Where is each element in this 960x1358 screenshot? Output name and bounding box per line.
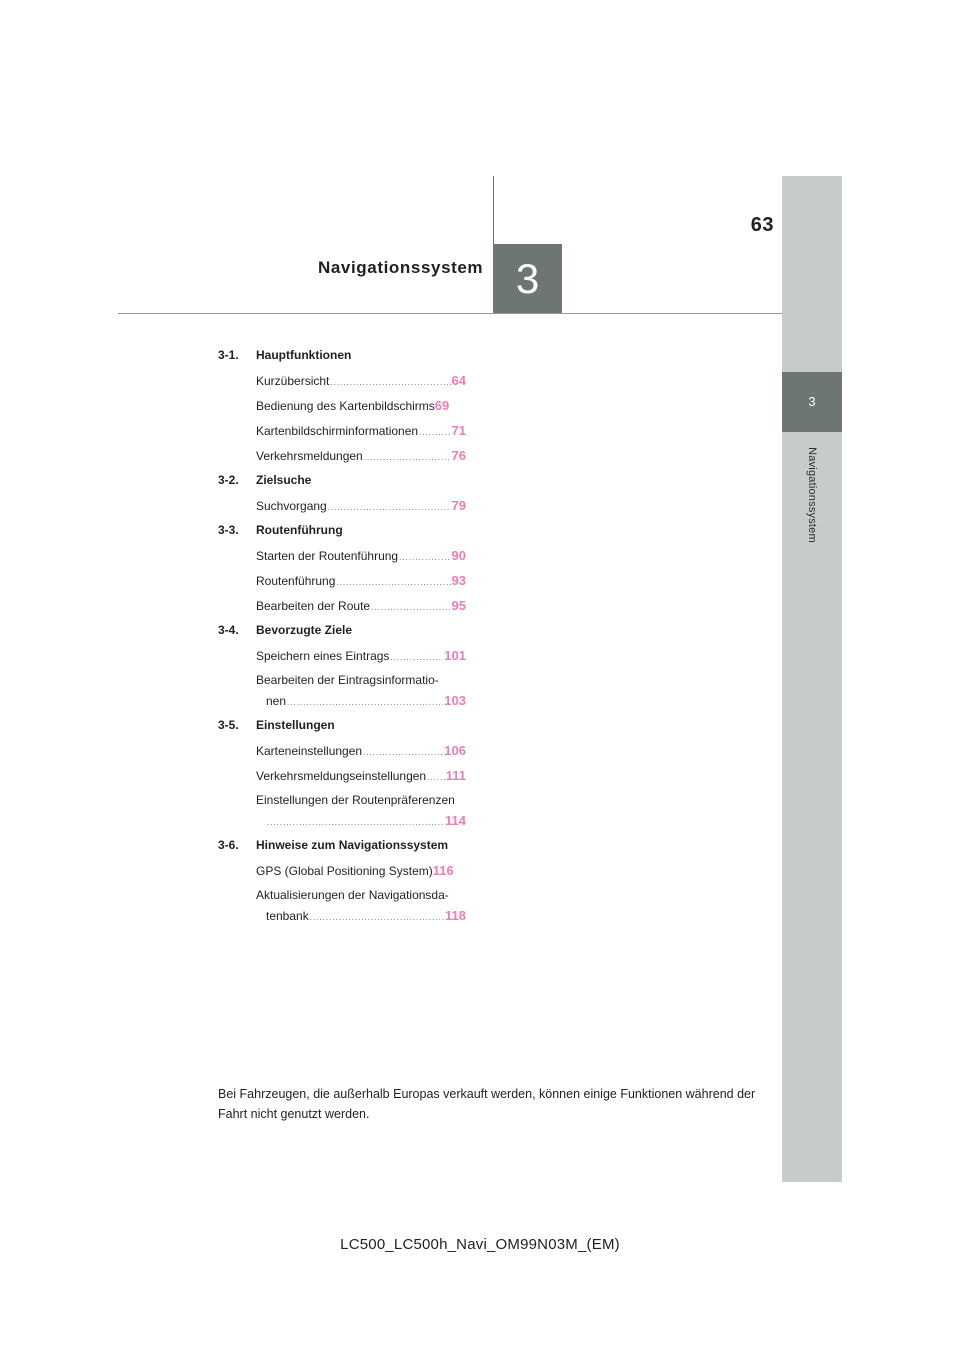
toc-entry[interactable] (256, 423, 466, 440)
section-title: Einstellungen (256, 718, 335, 732)
toc-entry[interactable] (256, 598, 466, 615)
toc-page-link[interactable]: 79 (451, 498, 466, 513)
toc-entry-label: Speichern eines Eintrags (256, 649, 390, 663)
dot-leader (330, 375, 450, 390)
toc-entry-label: GPS (Global Positioning System) (256, 864, 433, 878)
toc-entry-continuation[interactable] (266, 693, 466, 710)
toc-entry-label: Bearbeiten der Route (256, 599, 371, 613)
chapter-title: Navigationssystem (318, 258, 484, 277)
dot-leader (310, 910, 444, 925)
toc-entry-label: Kurzübersicht (256, 374, 330, 388)
toc-page-link[interactable]: 118 (445, 908, 466, 923)
toc-entry[interactable] (256, 448, 466, 465)
dot-leader (363, 745, 443, 760)
toc-page-link[interactable]: 95 (451, 598, 466, 613)
section-number: 3-5. (218, 718, 239, 732)
section-title: Zielsuche (256, 473, 312, 487)
toc-page-link[interactable]: 111 (445, 768, 466, 783)
toc-entry-label: Kartenbildschirminformationen (256, 424, 419, 438)
toc-entry[interactable] (256, 548, 466, 565)
toc-entry-label: Karteneinstellungen (256, 744, 363, 758)
section-number: 3-3. (218, 523, 239, 537)
toc-entry-label: Routenführung (256, 574, 336, 588)
toc-page-link[interactable]: 116 (432, 863, 454, 878)
toc-entry-label: Bedienung des Kartenbildschirms (256, 399, 435, 413)
toc-entry-label[interactable]: Aktualisierungen der Navigationsda- (256, 888, 449, 902)
toc-page-link[interactable]: 103 (444, 693, 466, 708)
section-title: Hinweise zum Navigationssystem (256, 838, 449, 852)
toc-entry[interactable] (256, 398, 466, 415)
toc-entry-label: Verkehrsmeldungen (256, 449, 363, 463)
dot-leader (371, 600, 450, 615)
toc-entry-label[interactable]: Bearbeiten der Eintragsinformatio- (256, 673, 439, 687)
dot-leader (336, 575, 450, 590)
toc-page-link[interactable]: 71 (451, 423, 466, 438)
dot-leader (364, 450, 451, 465)
toc-entry[interactable] (256, 648, 466, 665)
toc-page-link[interactable]: 64 (451, 373, 466, 388)
document-code: LC500_LC500h_Navi_OM99N03M_(EM) (340, 1236, 620, 1253)
page-number: 63 (750, 214, 774, 236)
toc-page-link[interactable]: 106 (444, 743, 466, 758)
dot-leader (390, 650, 443, 665)
toc-entry-label: Verkehrsmeldungseinstellungen (256, 769, 427, 783)
chapter-number-box: 3 (493, 244, 562, 313)
toc-entry-label: Suchvorgang (256, 499, 327, 513)
toc-page-link[interactable]: 76 (451, 448, 466, 463)
toc-page-link[interactable]: 69 (434, 398, 450, 413)
toc-entry-label[interactable]: Einstellungen der Routenpräferenzen (256, 793, 455, 807)
side-tab-chapter-number: 3 (782, 372, 842, 432)
toc-entry-continuation[interactable] (266, 908, 466, 925)
dot-leader (399, 550, 450, 565)
section-title: Hauptfunktionen (256, 348, 352, 362)
toc-page-link[interactable]: 114 (445, 813, 466, 828)
toc-page-link[interactable]: 90 (451, 548, 466, 563)
dot-leader (287, 695, 443, 710)
section-title: Routenführung (256, 523, 343, 537)
toc-entry[interactable] (256, 373, 466, 390)
toc-entry[interactable] (256, 743, 466, 760)
side-thumb-tab (782, 176, 842, 1182)
dot-leader (419, 425, 450, 440)
toc-entry[interactable] (256, 573, 466, 590)
toc-entry[interactable] (256, 863, 466, 880)
toc-page-link[interactable]: 93 (451, 573, 466, 588)
section-number: 3-4. (218, 623, 239, 637)
dot-leader (267, 815, 444, 830)
toc-entry-label: Starten der Routenführung (256, 549, 399, 563)
toc-entry-continuation[interactable] (266, 813, 466, 830)
side-tab-label: Navigationssystem (806, 447, 818, 543)
section-number: 3-2. (218, 473, 239, 487)
section-number: 3-6. (218, 838, 239, 852)
toc-page-link[interactable]: 101 (444, 648, 466, 663)
header-rule (118, 313, 782, 314)
toc-entry[interactable] (256, 768, 466, 785)
dot-leader (427, 770, 445, 785)
footnote: Bei Fahrzeugen, die außerhalb Europas verkauft werden, können einige Funktionen während der Fahrt nicht genutzt werden. (218, 1087, 756, 1121)
dot-leader (328, 500, 451, 515)
toc-entry[interactable] (256, 498, 466, 515)
section-title: Bevorzugte Ziele (256, 623, 353, 637)
section-number: 3-1. (218, 348, 239, 362)
toc-entry-label-continued: nen (266, 694, 287, 708)
toc-entry-label-continued: tenbank (266, 909, 309, 923)
